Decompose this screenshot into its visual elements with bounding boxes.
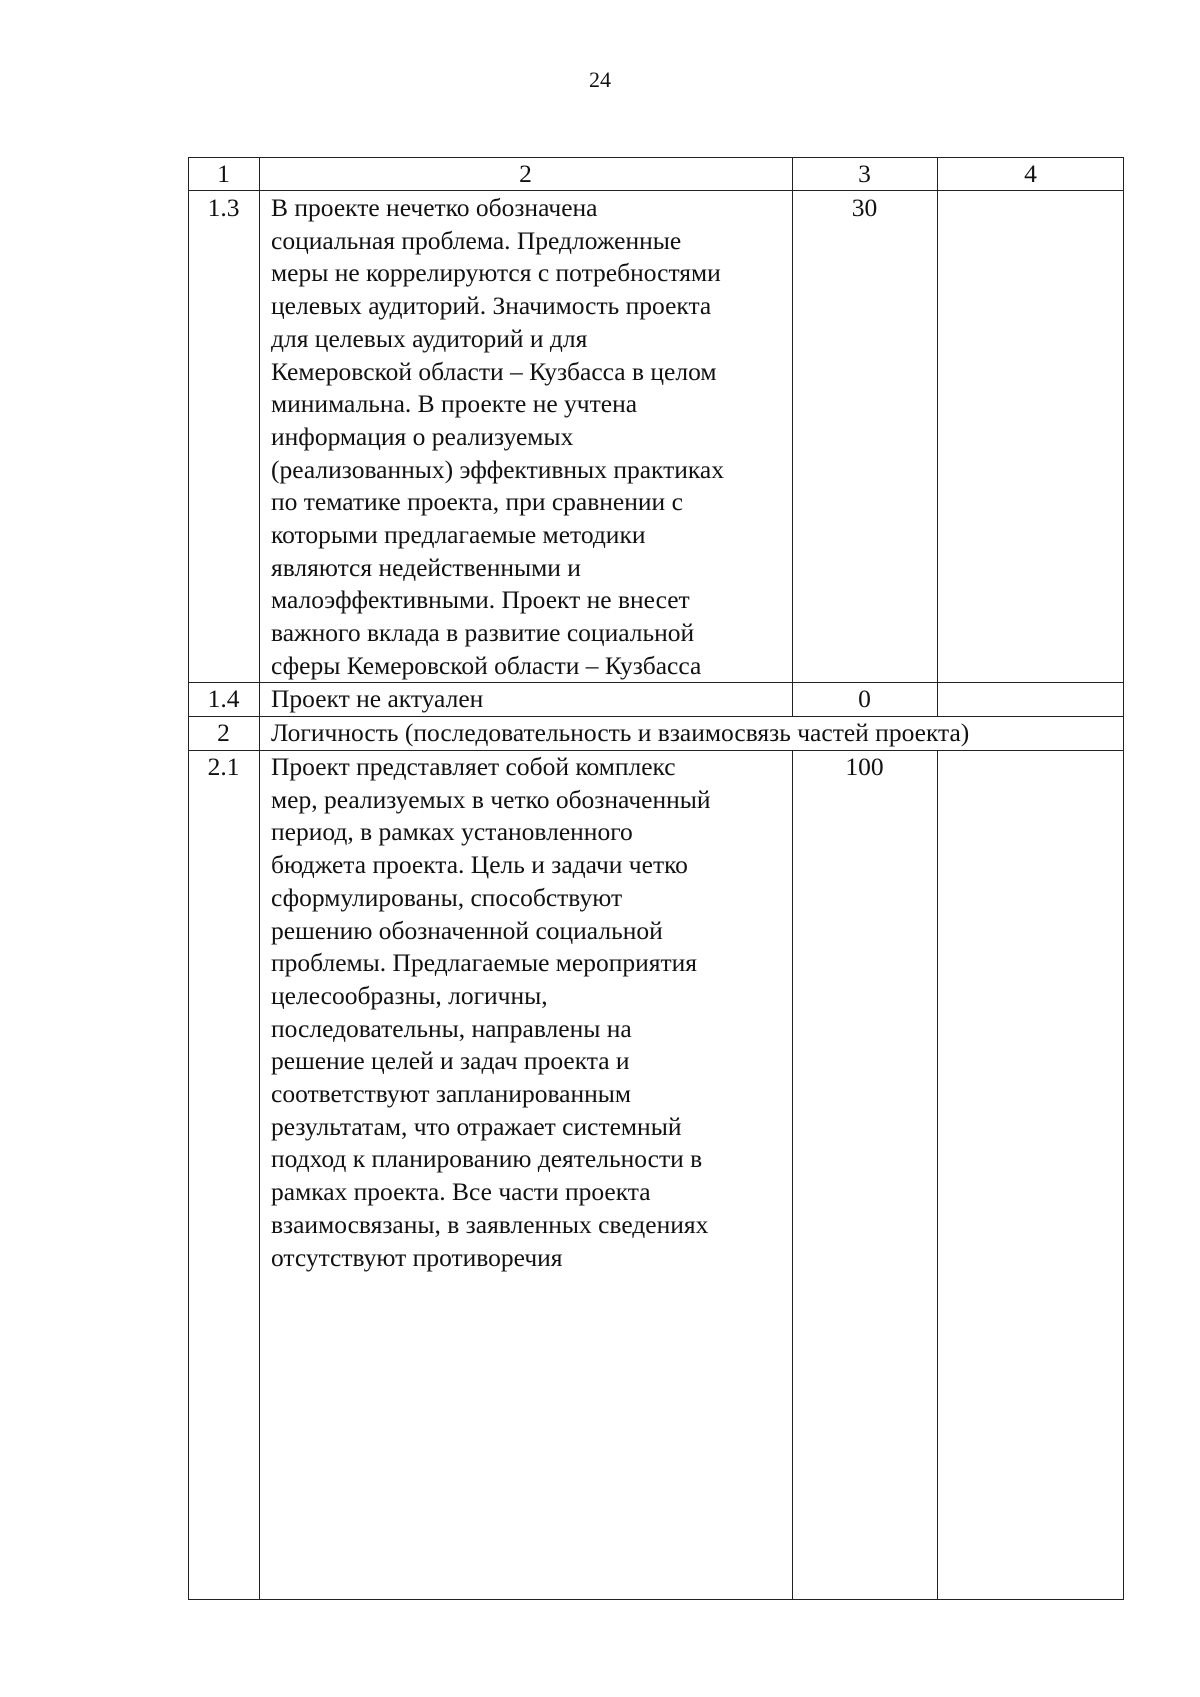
header-col-2: 2 xyxy=(519,159,532,188)
column-divider xyxy=(937,750,938,1600)
row-number: 1.4 xyxy=(207,684,240,713)
criterion-text: Проект не актуален xyxy=(271,684,484,713)
column-divider xyxy=(792,750,793,1600)
section-title: Логичность (последовательность и взаимосвязь частей проекта) xyxy=(271,718,970,747)
section-number: 2 xyxy=(217,718,230,747)
criterion-text: В проекте нечетко обозначена социальная проблема. Предложенные меры не коррелируются с потребностями целевых аудиторий. Значимость проекта для целевых аудиторий и для Кемеровской области – Кузбасса в целом минимальна. В проекте не учтена информация о реализуемых (реализованных) эффективных практиках по тематике проекта, при сравнении с которыми предлагаемые методики являются недейственными и малоэффективными. Проект не внесет важного вклада в развитие социальной сферы Кемеровской области – Кузбасса xyxy=(271,193,724,680)
row-number: 1.3 xyxy=(207,193,240,222)
header-col-3: 3 xyxy=(858,159,871,188)
header-col-4: 4 xyxy=(1024,159,1037,188)
column-divider xyxy=(259,157,260,1600)
column-divider xyxy=(792,157,793,716)
criterion-text: Проект представляет собой комплекс мер, реализуемых в четко обозначенный период, в рамках установленного бюджета проекта. Цель и задачи четко сформулированы, способствуют решению обозначенной социальной проблемы. Предлагаемые мероприятия целесообразны, логичны, последовательны, направлены на решение целей и задач проекта и соответствуют запланированным результатам, что отражает системный подход к планированию деятельности в рамках проекта. Все части проекта взаимосвязаны, в заявленных сведениях отсутствуют противоречия xyxy=(271,752,711,1272)
score-value: 0 xyxy=(858,684,871,713)
row-number: 2.1 xyxy=(207,752,240,781)
header-col-1: 1 xyxy=(217,159,230,188)
column-divider xyxy=(937,157,938,716)
page-number: 24 xyxy=(589,67,611,92)
score-value: 100 xyxy=(845,752,884,781)
score-value: 30 xyxy=(851,193,878,222)
